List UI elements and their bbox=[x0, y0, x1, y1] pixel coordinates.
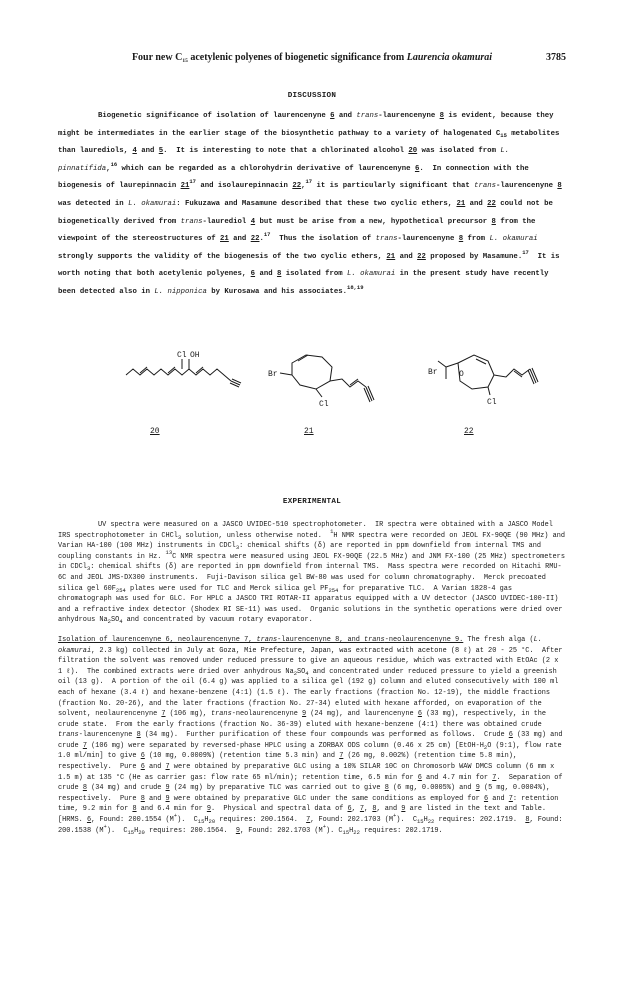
atom-cl: Cl bbox=[319, 400, 329, 409]
structure-drawings bbox=[0, 345, 624, 465]
structure-21 bbox=[280, 355, 374, 402]
atom-br: Br bbox=[268, 370, 278, 379]
running-title: Four new $C_{15}$ acetylenic polyenes of biogenetic significance from Laurencia okamurai bbox=[131, 52, 493, 64]
experimental-body bbox=[58, 520, 566, 836]
structure-20 bbox=[126, 359, 241, 387]
chemical-structures bbox=[0, 345, 624, 465]
discussion-body bbox=[58, 108, 566, 302]
atom-br: Br bbox=[428, 368, 438, 377]
compound-label-20: 20 bbox=[150, 427, 160, 436]
atom-cl: Cl bbox=[177, 351, 187, 360]
running-header bbox=[0, 52, 624, 66]
atom-o: O bbox=[459, 370, 464, 379]
atom-oh: OH bbox=[190, 351, 200, 360]
discussion-paragraph: Biogenetic significance of isolation of laurencenyne 6 and trans-laurencenyne 8 is evident, because they might be intermediates in the earlier stage of the biosynthetic pathway to a variety of halogenated $C_{15}$ metabolites than laurediols, 4 and 5. It is interesting to note that a chlorinated alcohol 20 was isolated from L. pinnatifida,$^{16}$ which can be regarded as a chlorohydrin derivative of laurencenyne 6. In connection with the biogenesis of laurepinnacin $21^{17}$ and isolaurepinnacin 22,17 it is particularly significant that trans-laurencenyne 8 was detected in L. okamurai: Fukuzawa and Masamune described that these two cyclic ethers, 21 and 22 could not be biogenetically derived from trans-laurediol 4 but must be arise from a new, hypothetical precursor 8 from the viewpoint of the stereostructures of 21 and 22.17 Thus the isolation of trans-laurencenyne 8 from L. okamurai strongly supports the validity of the biogenesis of the two cyclic ethers, 21 and 22 proposed by Masamune.$^{17}$ It is worth noting that both acetylenic polyenes, 6 and 8 isolated from L. okamurai in the present study have recently been detected also in L. nipponica by Kurosawa and his associates.$^{18,19}$ bbox=[58, 112, 562, 296]
discussion-heading: DISCUSSION bbox=[287, 92, 337, 100]
instruments-paragraph: UV spectra were measured on a JASCO UVIDEC-510 spectrophotometer. IR spectra were obtained with a JASCO Model IRS spectrophotometer in CHCl$_3$ solution, unless otherwise noted. $^1$H NMR spectra were recorded on JEOL FX-90QE (90 MHz) and Varian HA-100 (100 MHz) instruments in CDCl$_3$: chemical shifts (δ) are reported in ppm downfield from internal TMS and coupling constants in Hz. $^{13}$C NMR spectra were measured using JEOL FX-90QE (22.5 MHz) and JNM FX-100 (25 MHz) spectrometers in CDCl$_3$: chemical shifts (δ) are reported in ppm downfield from internal TMS. Mass spectra were recorded on Hitachi RMU-6C and JEOL JMS-DX300 instruments. Fuji-Davison silica gel BW-80 was used for column chromatography. Merck precoated silica gel $60F_{254}$ plates were used for TLC and Merck silica gel $PF_{254}$ for preparative TLC. A Varian 1828-4 gas chromatograph was used for GLC. For HPLC a JASCO TRI ROTAR-II apparatus equipped with a UV detector (JASCO UVIDEC-100-II) and a refractive index detector (Shodex RI SE-11) was used. Organic solutions in the synthetic operations were dried over anhydrous $Na_2SO_4$ and concentrated by vacuum rotary evaporator. bbox=[58, 521, 565, 626]
structure-22 bbox=[438, 355, 538, 395]
atom-cl: Cl bbox=[487, 398, 497, 407]
isolation-paragraph: Isolation of laurencenyne 6, neolaurencenyne 7, trans-laurencenyne 8, and trans-neolaurencenyne 9. The fresh alga (L. okamurai, 2.3 kg) collected in July at Goza, Mie Prefecture, Japan, was extracted with acetone (8 ℓ) at 20 - 25 °C. After filtration the solvent was removed under reduced pressure to give an aqueous residue, which was extracted with EtOAc (2 x 1 ℓ). The combined extracts were dried over anhydrous $Na_2SO_4$ and concentrated under reduced pressure to yield a greenish oil (13 g). A portion of the oil (6.4 g) was applied to a silica gel (192 g) column and eluted consecutively with 100 ml each of hexane (3.4 ℓ) and hexane-benzene (4:1) (1.5 ℓ). The early fractions (fraction No. 12-19), the middle fractions (fraction No. 20-26), and the later fractions (fraction No. 27-34) eluted with hexane afforded, on evaporation of the solvent, neolaurencenyne 7 (106 mg), trans-neolaurencenyne 9 (24 mg), and laurencenyne 6 (33 mg), respectively, in the crude state. From the early fractions (fraction No. 36-39) eluted with hexane-benzene (4:1) there was obtained crude trans-laurencenyne 8 (34 mg). Further purification of these four compounds was performed as follows. Crude 6 (33 mg) and crude 7 (106 mg) were separated by reversed-phase HPLC using a ZORBAX ODS column (0.46 x 25 cm) [$EtOH-H_2O$ (9:1), flow rate 1.0 ml/min] to give 6 (10 mg, 0.0009%) (retention time 5.3 min) and 7 (26 mg, 0.002%) (retention time 5.8 min), respectively. Pure 6 and 7 were obtained by preparative GLC using a 10% SILAR 10C on Chromosorb WAW DMCS column (6 mm x 1.5 m) at 135 °C (He as carrier gas: flow rate 65 ml/min); retention time, 6.5 min for 6 and 4.7 min for 7. Separation of crude 8 (34 mg) and crude 9 (24 mg) by preparative TLC was carried out to give 8 (6 mg, 0.0005%) and 9 (5 mg, 0.0004%), respectively. Pure 8 and 9 were obtained by preparative GLC under the same conditions as employed for 6 and 7: retention time, 9.2 min for 8 and 6.4 min for 9. Physical and spectral data of 6, 7, 8, and 9 are listed in the text and Table. [HRMS. 6, Found: 200.1554 (M+). $C_{15}H_{20}$ requires: 200.1564. 7, Found: 202.1703 (M+). $C_{15}H_{22}$ requires: 202.1719. 8, Found: 200.1538 (M+). $C_{15}H_{20}$ requires: 200.1564. 9, Found: 202.1703 (M+). $C_{15}H_{22}$ requires: 202.1719. bbox=[58, 635, 563, 836]
compound-label-22: 22 bbox=[464, 427, 474, 436]
page-number: 3785 bbox=[546, 52, 566, 63]
experimental-heading: EXPERIMENTAL bbox=[282, 498, 342, 506]
compound-label-21: 21 bbox=[304, 427, 314, 436]
